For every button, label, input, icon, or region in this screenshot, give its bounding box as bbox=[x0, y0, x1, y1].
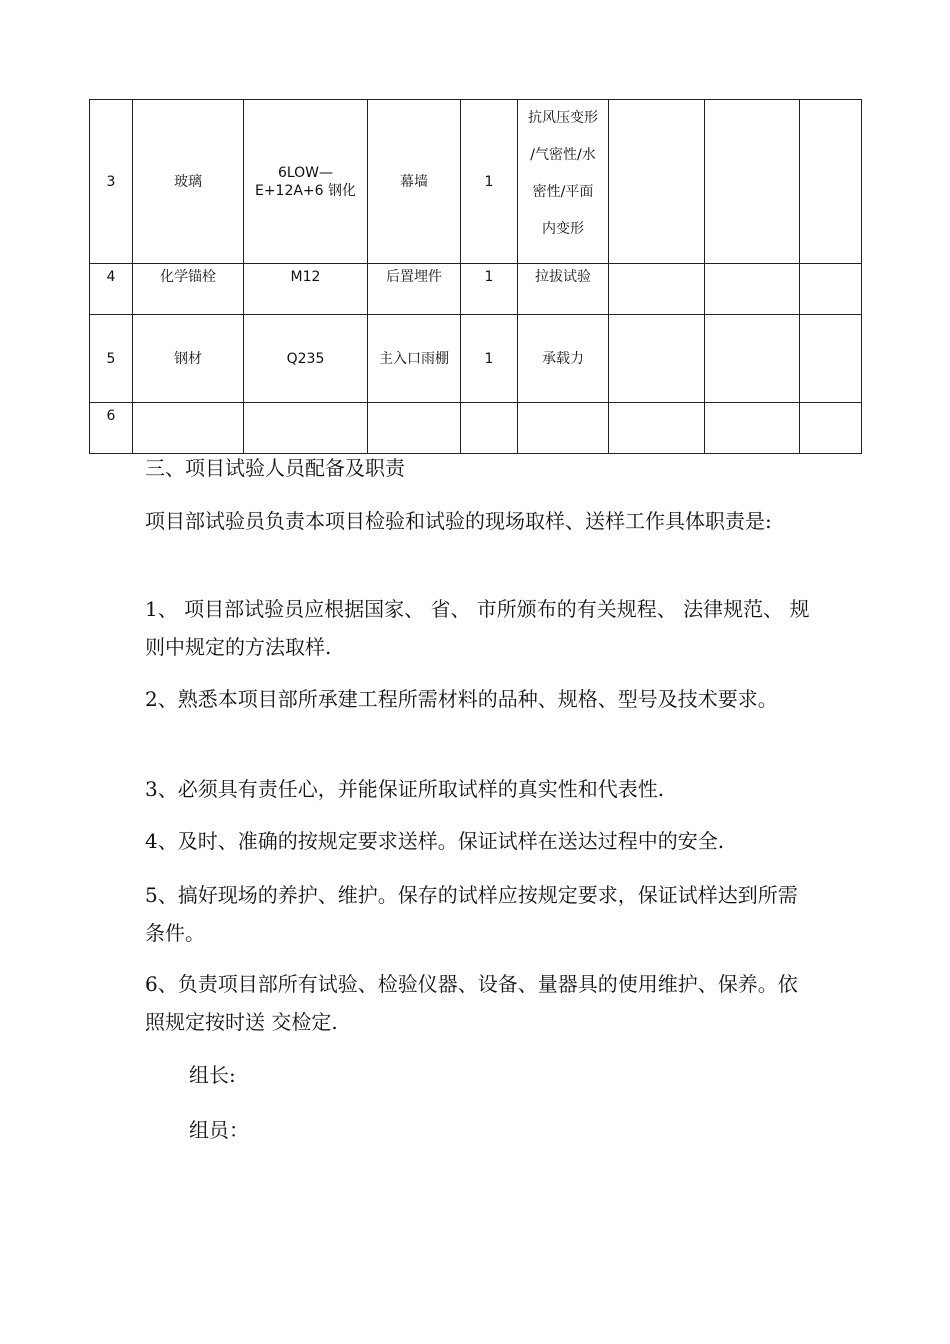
material-name: 玻璃 bbox=[133, 100, 244, 264]
empty-cell bbox=[244, 403, 368, 454]
use-location: 主入口雨棚 bbox=[368, 315, 461, 403]
empty-cell bbox=[705, 315, 800, 403]
quantity: 1 bbox=[461, 264, 518, 315]
test-line: 密性/平面 bbox=[532, 184, 594, 200]
test-item bbox=[518, 100, 609, 264]
test-items-table bbox=[89, 99, 862, 454]
empty-cell bbox=[609, 403, 705, 454]
spec-line: 6LOW— bbox=[277, 164, 334, 181]
section-heading: 三、项目试验人员配备及职责 bbox=[145, 456, 405, 480]
empty-cell bbox=[609, 315, 705, 403]
quantity: 1 bbox=[461, 100, 518, 264]
duty-item-4: 4、及时、准确的按规定要求送样。保证试样在送达过程中的安全. bbox=[145, 829, 725, 853]
empty-cell bbox=[800, 100, 862, 264]
empty-cell bbox=[609, 264, 705, 315]
row-number: 3 bbox=[90, 100, 133, 264]
empty-cell bbox=[133, 403, 244, 454]
use-location: 幕墙 bbox=[368, 100, 461, 264]
intro-paragraph: 项目部试验员负责本项目检验和试验的现场取样、送样工作具体职责是: bbox=[145, 509, 772, 533]
test-line: /气密性/水 bbox=[530, 147, 596, 163]
material-name: 化学锚栓 bbox=[133, 264, 244, 315]
empty-cell bbox=[518, 403, 609, 454]
test-line: 内变形 bbox=[542, 221, 584, 237]
empty-cell bbox=[800, 315, 862, 403]
test-line: 抗风压变形 bbox=[528, 110, 598, 126]
duty-item-5: 5、搞好现场的养护、维护。保存的试样应按规定要求，保证试样达到所需条件。 bbox=[145, 883, 798, 945]
empty-cell bbox=[461, 403, 518, 454]
empty-cell bbox=[705, 264, 800, 315]
material-name: 钢材 bbox=[133, 315, 244, 403]
table-row bbox=[90, 264, 862, 315]
material-spec bbox=[244, 100, 368, 264]
empty-cell bbox=[368, 403, 461, 454]
row-number: 6 bbox=[90, 403, 133, 454]
test-item: 承载力 bbox=[518, 315, 609, 403]
material-spec: M12 bbox=[244, 264, 368, 315]
quantity: 1 bbox=[461, 315, 518, 403]
duty-item-1: 1、 项目部试验员应根据国家、 省、 市所颁布的有关规程、 法律规范、 规则中规定的方法取样. bbox=[145, 597, 810, 659]
table-row bbox=[90, 315, 862, 403]
table-row bbox=[90, 403, 862, 454]
empty-cell bbox=[705, 403, 800, 454]
use-location: 后置埋件 bbox=[368, 264, 461, 315]
empty-cell bbox=[800, 264, 862, 315]
empty-cell bbox=[705, 100, 800, 264]
member-label: 组员： bbox=[189, 1118, 249, 1142]
table-row bbox=[90, 100, 862, 264]
empty-cell bbox=[800, 403, 862, 454]
spec-line: E+12A+6 钢化 bbox=[254, 182, 357, 199]
duty-item-3: 3、必须具有责任心，并能保证所取试样的真实性和代表性. bbox=[145, 777, 665, 801]
duty-item-6: 6、负责项目部所有试验、检验仪器、设备、量器具的使用维护、保养。依照规定按时送 交检定. bbox=[145, 972, 798, 1034]
leader-label: 组长: bbox=[189, 1063, 236, 1087]
test-item: 拉拔试验 bbox=[518, 264, 609, 315]
material-spec: Q235 bbox=[244, 315, 368, 403]
row-number: 5 bbox=[90, 315, 133, 403]
empty-cell bbox=[609, 100, 705, 264]
row-number: 4 bbox=[90, 264, 133, 315]
duty-item-2: 2、熟悉本项目部所承建工程所需材料的品种、规格、型号及技术要求。 bbox=[145, 687, 778, 711]
